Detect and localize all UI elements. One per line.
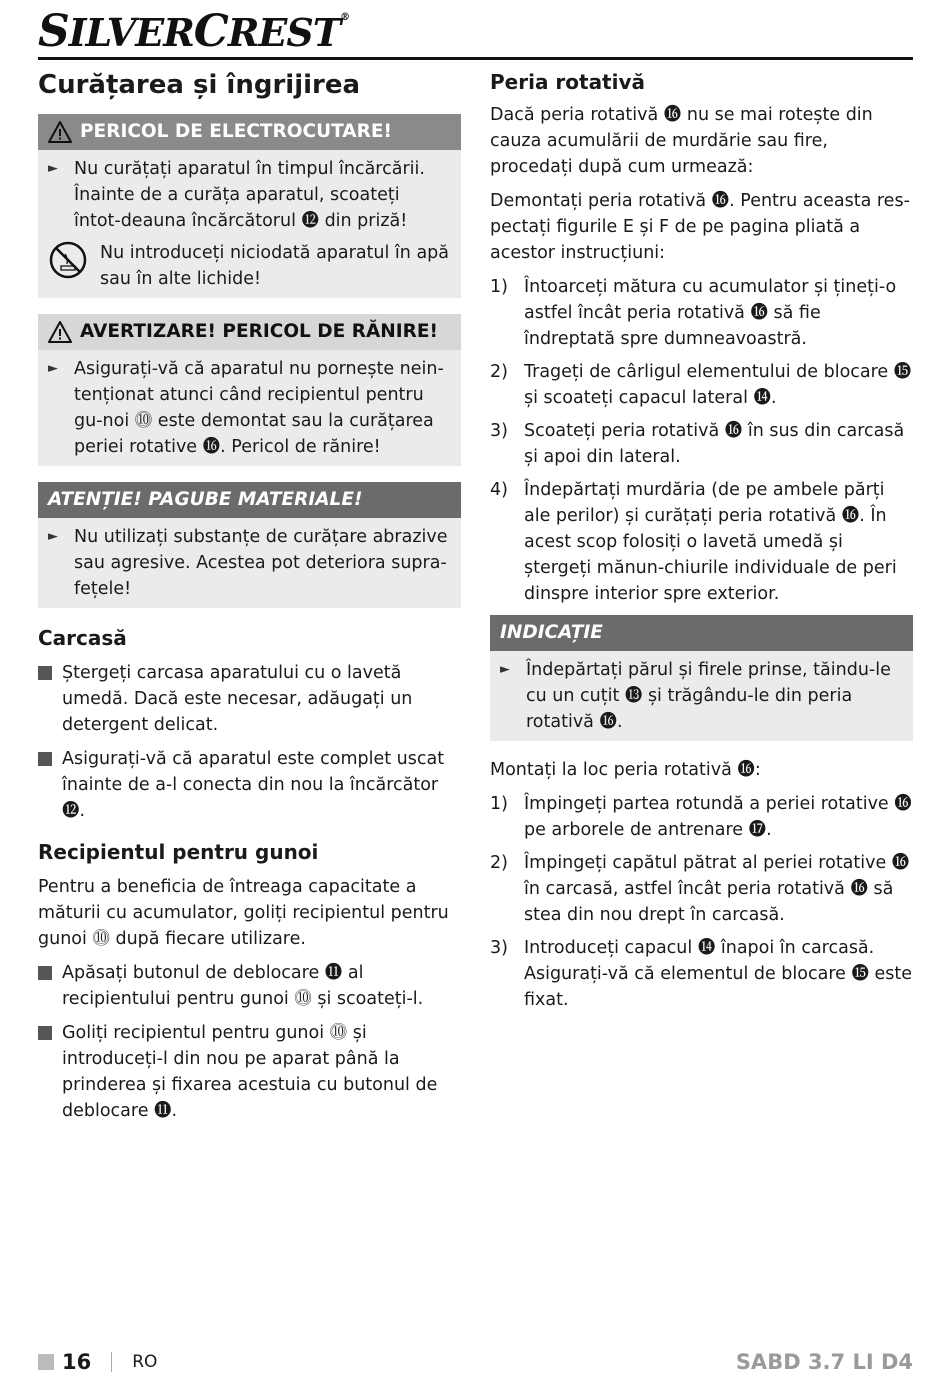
- danger-box: [38, 114, 461, 298]
- reassemble-steps: [490, 791, 913, 1013]
- footer-divider: [111, 1352, 112, 1372]
- list-item: 2) Trageți de cârligul elementului de blocare ⓯ și scoateți capacul lateral ⓮.: [490, 362, 912, 408]
- list-item: 3) Introduceți capacul ⓮ înapoi în carcasă. Asigurați-vă că elementul de blocare ⓯ este fixat.: [490, 938, 913, 1010]
- brush-title: Peria rotativă: [490, 70, 646, 94]
- list-item: 1) Întoarceți mătura cu acumulator și țineți-o astfel încât peria rotativă ⓰ să fie îndreptată spre dumneavoastră.: [490, 277, 897, 349]
- section-title: Curățarea și îngrijirea: [38, 70, 361, 100]
- square-bullet-icon: [38, 1026, 52, 1040]
- square-bullet-icon: [38, 752, 52, 766]
- danger-box-title: PERICOL DE ELECTROCUTARE!: [38, 114, 461, 150]
- language-code: RO: [132, 1352, 158, 1372]
- arrow-bullet-icon: ►: [500, 662, 510, 677]
- list-item: Goliți recipientul pentru gunoi ⓾ și introduceți-l din nou pe aparat până la prinderea și fixarea acestuia cu butonul de deblocare ⓫.: [38, 1020, 461, 1124]
- list-item: Apăsați butonul de deblocare ⓫ al recipientului pentru gunoi ⓾ și scoateți-l.: [38, 960, 461, 1012]
- model-number: SABD 3.7 LI D4: [735, 1350, 913, 1374]
- list-item: 1) Împingeți partea rotundă a periei rotative ⓰ pe arborele de antrenare ⓱.: [490, 794, 912, 840]
- square-bullet-icon: [38, 966, 52, 980]
- left-column: [38, 68, 461, 1134]
- note-box-title: INDICAȚIE: [490, 615, 913, 651]
- reassemble-intro: Montați la loc peria rotativă ⓰:: [490, 760, 761, 780]
- brand-logo: SILVERCREST®: [38, 6, 350, 57]
- brush-intro-2: Demontați peria rotativă ⓰. Pentru aceasta res-pectați figurile E și F de pe pagina pliată a acestor instrucțiuni:: [490, 191, 910, 263]
- warning-box-title: AVERTIZARE! PERICOL DE RĂNIRE!: [38, 314, 461, 350]
- footer-square-icon: [38, 1354, 54, 1370]
- housing-list: [38, 660, 461, 824]
- warning-triangle-icon: [48, 121, 72, 143]
- note-box: [490, 615, 913, 741]
- square-bullet-icon: [38, 666, 52, 680]
- list-item: Ștergeți carcasa aparatului cu o lavetă umedă. Dacă este necesar, adăugați un detergent delicat.: [38, 660, 461, 738]
- bin-list: [38, 960, 461, 1124]
- warning-box: [38, 314, 461, 466]
- list-item: 3) Scoateți peria rotativă ⓰ în sus din carcasă și apoi din lateral.: [490, 421, 905, 467]
- list-item: Nu introduceți niciodată aparatul în apă sau în alte lichide!: [48, 240, 451, 292]
- warning-triangle-icon: [48, 321, 72, 343]
- bin-title: Recipientul pentru gunoi: [38, 840, 319, 864]
- list-item: ► Nu curățați aparatul în timpul încărcării. Înainte de a curăța aparatul, scoateți întot-deauna încărcătorul ⓬ din priză!: [48, 156, 451, 234]
- right-column: [490, 68, 913, 1021]
- page-number: 16: [62, 1350, 92, 1374]
- header-rule: [38, 57, 913, 60]
- brush-intro-1: Dacă peria rotativă ⓰ nu se mai rotește din cauza acumulării de murdărie sau fire, procedați după cum urmează:: [490, 105, 873, 177]
- bin-intro: Pentru a beneficia de întreaga capacitate a măturii cu acumulator, goliți recipientul pentru gunoi ⓾ după fiecare utilizare.: [38, 877, 449, 949]
- list-item: ► Nu utilizați substanțe de curățare abrazive sau agresive. Acestea pot deteriora supra-fețele!: [48, 524, 451, 602]
- list-item: ► Îndepărtați părul și firele prinse, tăindu-le cu un cuțit ⓭ și trăgându-le din peria rotativă ⓰.: [500, 657, 903, 735]
- list-item: ► Asigurați-vă că aparatul nu pornește nein-tenționat atunci când recipientul pentru gu-noi ⓾ este demontat sau la curățarea periei rotative ⓰. Pericol de rănire!: [48, 356, 451, 460]
- list-item: Asigurați-vă că aparatul este complet uscat înainte de a-l conecta din nou la încărcător ⓬.: [38, 746, 461, 824]
- arrow-bullet-icon: ►: [48, 161, 58, 176]
- list-item: 2) Împingeți capătul pătrat al periei rotative ⓰ în carcasă, astfel încât peria rotativă ⓰ să stea din nou drept în carcasă.: [490, 853, 910, 925]
- page-footer: [38, 1347, 913, 1377]
- removal-steps: [490, 274, 913, 607]
- arrow-bullet-icon: ►: [48, 529, 58, 544]
- housing-title: Carcasă: [38, 626, 127, 650]
- arrow-bullet-icon: ►: [48, 361, 58, 376]
- caution-box-title: ATENȚIE! PAGUBE MATERIALE!: [38, 482, 461, 518]
- list-item: 4) Îndepărtați murdăria (de pe ambele părți ale perilor) și curățați peria rotativă ⓰. În acest scop folosiți o lavetă umedă și ștergeți mănun-chiurile individuale de peri dinspre interior spre exterior.: [490, 480, 897, 604]
- caution-box: [38, 482, 461, 608]
- no-water-icon: [48, 240, 88, 280]
